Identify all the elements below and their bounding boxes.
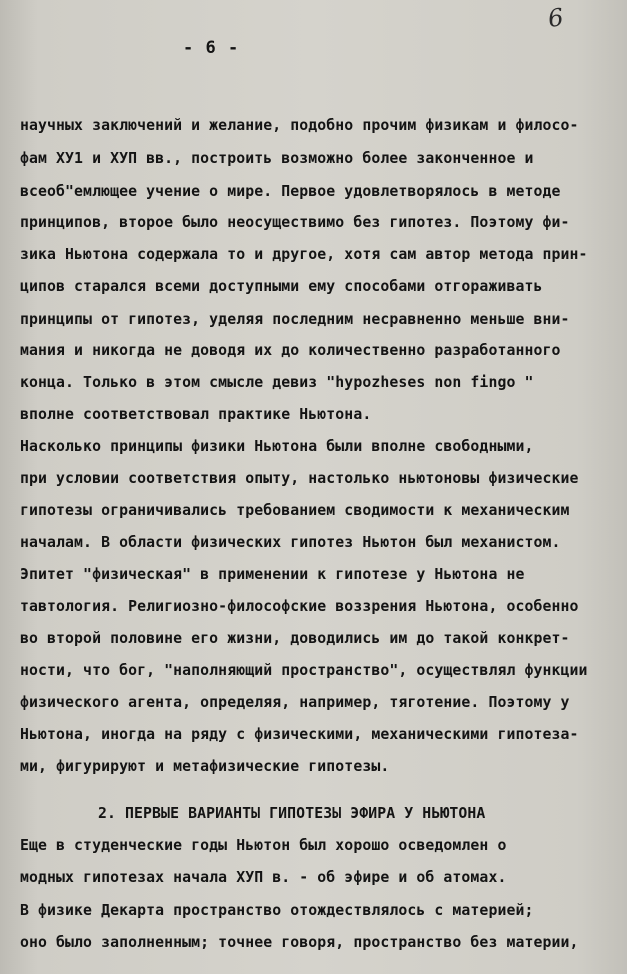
text-line: во второй половине его жизни, доводились им до такой конкрет- bbox=[20, 630, 570, 647]
text-line: при условии соответствия опыту, настолько ньютоновы физические bbox=[20, 470, 579, 487]
text-line: научных заключений и желание, подобно прочим физикам и филосо- bbox=[20, 117, 579, 134]
text-line: принципов, второе было неосуществимо без гипотез. Поэтому фи- bbox=[20, 214, 570, 231]
text-line: ности, что бог, "наполняющий пространство", осуществлял функции bbox=[20, 662, 588, 679]
text-line: гипотезы ограничивались требованием сводимости к механическим bbox=[20, 502, 570, 519]
text-line: ми, фигурируют и метафизические гипотезы. bbox=[20, 758, 390, 775]
text-line: Насколько принципы физики Ньютона были вполне свободными, bbox=[20, 438, 534, 455]
text-line: конца. Только в этом смысле девиз "hypozheses non fingo " bbox=[20, 374, 534, 391]
text-line: Ньютона, иногда на ряду с физическими, механическими гипотеза- bbox=[20, 726, 579, 743]
text-line: тавтология. Религиозно-философские воззрения Ньютона, особенно bbox=[20, 598, 579, 615]
text-line: Эпитет "физическая" в применении к гипотезе у Ньютона не bbox=[20, 566, 525, 583]
text-line: зика Ньютона содержала то и другое, хотя сам автор метода прин- bbox=[20, 246, 588, 263]
page-number: - 6 - bbox=[183, 38, 240, 58]
text-line: принципы от гипотез, уделяя последним несравненно меньше вни- bbox=[20, 311, 570, 328]
text-line: модных гипотезах начала ХУП в. - об эфире и об атомах. bbox=[20, 869, 507, 886]
text-line: мания и никогда не доводя их до количественно разработанного bbox=[20, 342, 561, 359]
text-line: оно было заполненным; точнее говоря, пространство без материи, bbox=[20, 934, 579, 951]
text-line: В физике Декарта пространство отождествлялось с материей; bbox=[20, 902, 534, 919]
text-line: началам. В области физических гипотез Ньютон был механистом. bbox=[20, 534, 561, 551]
text-line: Еще в студенческие годы Ньютон был хорошо осведомлен о bbox=[20, 837, 507, 854]
text-line: фам ХУ1 и ХУП вв., построить возможно более законченное и bbox=[20, 150, 534, 167]
text-line: физического агента, определяя, например, тяготение. Поэтому у bbox=[20, 694, 570, 711]
text-line: ципов старался всеми доступными ему способами отгораживать bbox=[20, 278, 543, 295]
corner-page-mark: 6 bbox=[546, 3, 566, 33]
text-line: вполне соответствовал практике Ньютона. bbox=[20, 406, 372, 423]
section-heading: 2. ПЕРВЫЕ ВАРИАНТЫ ГИПОТЕЗЫ ЭФИРА У НЬЮТОНА bbox=[98, 805, 486, 822]
text-line: всеоб"емлющее учение о мире. Первое удовлетворялось в методе bbox=[20, 183, 561, 200]
